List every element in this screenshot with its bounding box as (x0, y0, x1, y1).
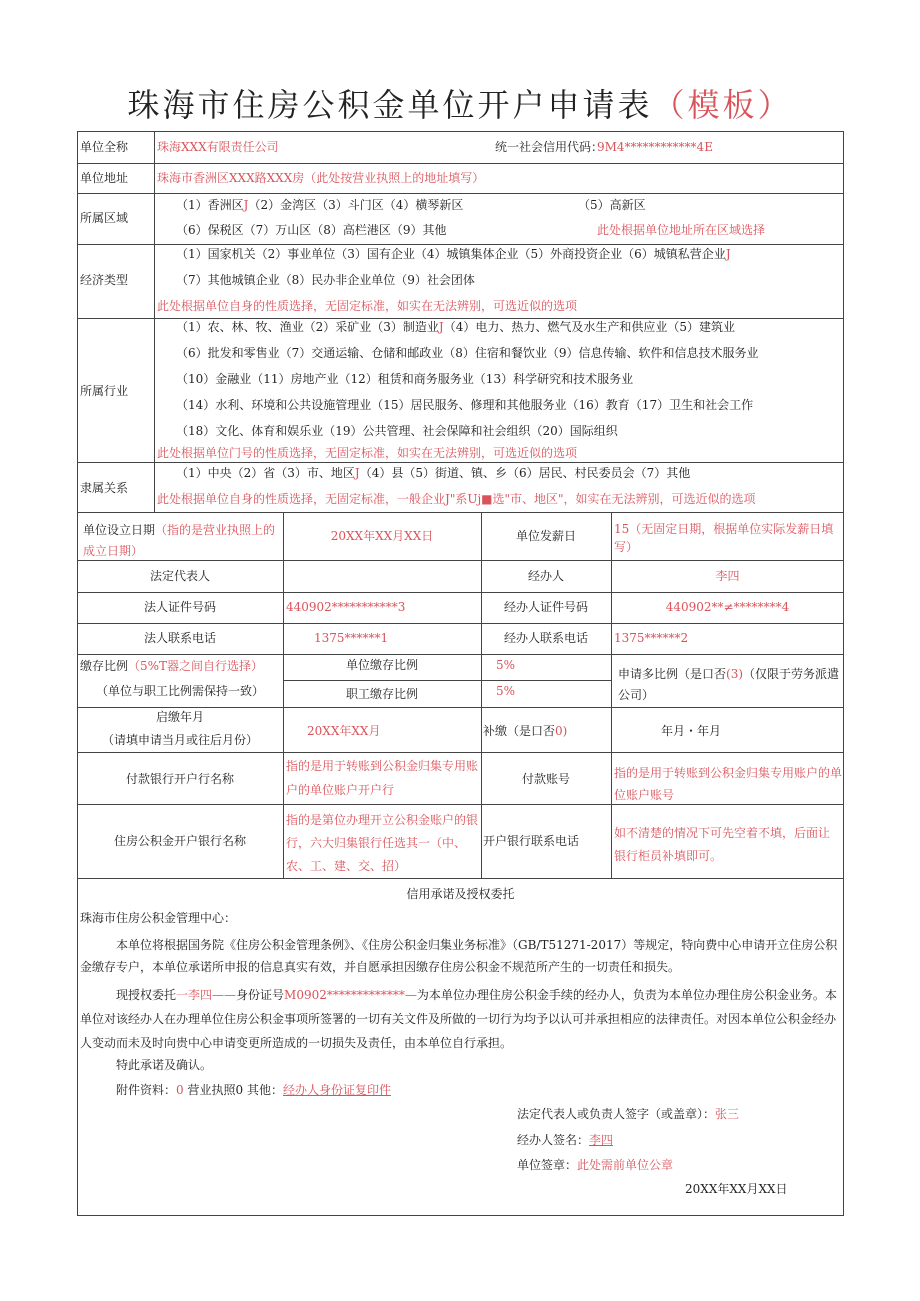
payday-label: 单位发薪日 (515, 529, 576, 543)
industry-options-5[interactable]: （18）文化、体育和娱乐业（19）公共管理、社会保障和社会组织（20）国际组织 (176, 424, 618, 438)
agent-label: 经办人 (527, 569, 564, 583)
agent-id-label: 经办人证件号码 (503, 600, 588, 614)
att-license: 营业执照 (187, 1083, 236, 1097)
fund-bank-value[interactable]: 指的是第位办理开立公积金账户的银行，六大归集银行任选其一（中、农、工、建、交、招） (286, 813, 479, 873)
industry-opt-1b: （4）电力、热力、燃气及水生产和供应业（5）建筑业 (443, 320, 735, 334)
econ-options-2[interactable]: （7）其他城镇企业（8）民办非企业单位（9）社会团体 (176, 273, 475, 287)
multi-ratio-cell[interactable] (618, 664, 840, 706)
back-pay-a: 补缴（是口否 (483, 724, 556, 738)
p2-agent-id: M0902*************— (284, 988, 417, 1002)
sign-agent-value[interactable]: 李四 (589, 1133, 614, 1147)
sign-unit-label: 单位签章： (517, 1158, 578, 1172)
affil-options-1[interactable] (176, 466, 690, 481)
ratio-cell (80, 659, 263, 674)
start-month-value[interactable]: 20XX年XX月 (307, 724, 381, 738)
sign-legal-rep (517, 1107, 739, 1122)
pay-account-label: 付款账号 (521, 772, 570, 786)
rule (481, 512, 482, 878)
industry-options-2[interactable]: （6）批发和零售业（7）交通运输、仓储和邮政业（8）住宿和餐饮业（9）信息传输、软件和信息技术服务业 (176, 346, 759, 360)
ratio-sub-note: （单位与职工比例需保持一致） (95, 684, 264, 698)
sign-unit (517, 1158, 673, 1173)
region-label: 所属区域 (80, 211, 129, 225)
industry-options-1[interactable] (176, 320, 735, 335)
p2-c: 为本单位办理住房公积金手续的经办人，负责为本单位办理住房公积金业务。本单位对该经办人在办理单位住房公积金事项所签署的一切有关文件及所做的一切行为均予以认可并承担相应的法律责任。对因本单位公积金经办人变动而未及时向贵中心申请变更所造成的一切损失及责任，由本单位自行承担。 (80, 988, 837, 1050)
affil-check-mark: J (354, 466, 360, 480)
bank-phone-label: 开户银行联系电话 (483, 834, 580, 848)
address-value[interactable]: 珠海市香洲区XXX路XXX房（此处按营业执照上的地址填写） (157, 171, 485, 185)
payday-value[interactable]: 15（无固定日期，根据单位实际发薪日填写） (614, 522, 834, 554)
econ-options-1[interactable] (176, 247, 731, 262)
rule (77, 623, 844, 624)
start-month-label: 启缴年月 (155, 710, 204, 724)
rule (77, 752, 844, 753)
staff-ratio-label: 职工缴存比例 (345, 687, 418, 701)
promise-paragraph-2 (80, 983, 842, 1055)
affil-label: 隶属关系 (80, 481, 129, 495)
agent-phone-value[interactable]: 1375******2 (614, 631, 689, 645)
industry-opt-1: （1）农、林、牧、渔业（2）采矿业（3）制造业 (176, 320, 439, 334)
region-opt-1b: （2）金湾区（3）斗门区（4）横琴新区 (248, 198, 464, 212)
rule (611, 512, 612, 878)
attachments-line (116, 1083, 391, 1098)
agent-id-value[interactable]: 440902**≠********4 (665, 600, 790, 614)
industry-label: 所属行业 (80, 384, 129, 398)
industry-note: 此处根据单位门号的性质选择，无固定标准，如实在无法辨别，可选近似的选项 (157, 446, 578, 460)
rule (77, 462, 844, 463)
rule (77, 318, 844, 319)
bank-phone-value[interactable]: 如不清楚的情况下可先空着不填，后面让银行柜员补填即可。 (614, 826, 831, 863)
start-month-note: （请填申请当月或往后月份） (101, 733, 258, 747)
industry-options-3[interactable]: （10）金融业（11）房地产业（12）租赁和商务服务业（13）科学研究和技术服务业 (176, 372, 634, 386)
legal-phone-label: 法人联系电话 (143, 631, 216, 645)
multi-ratio-a: 申请多比例（是口否 (618, 667, 727, 681)
rule (77, 654, 844, 655)
setup-date-label: 单位设立日期 (83, 523, 156, 537)
multi-ratio-b: （仅限于劳务派遣公司） (618, 667, 840, 702)
staff-ratio-value[interactable]: 5% (496, 684, 516, 698)
rule (77, 163, 844, 164)
back-pay-cell[interactable] (483, 724, 567, 739)
sign-legal-label: 法定代表人或负责人签字（或盖章）： (517, 1107, 716, 1121)
sign-legal-value[interactable]: 张三 (715, 1107, 740, 1121)
fund-bank-label: 住房公积金开户银行名称 (113, 834, 246, 848)
title-main: 珠海市住房公积金单位开户申请表 (127, 86, 653, 124)
rule (77, 707, 844, 708)
econ-opt-1: （1）国家机关（2）事业单位（3）国有企业（4）城镇集体企业（5）外商投资企业（6）城镇私营企业 (176, 247, 726, 261)
legal-phone-value[interactable]: 1375******1 (314, 631, 389, 645)
title-suffix: （模板） (652, 86, 793, 124)
affil-opt-1b: （4）县（5）街道、镇、乡（6）居民、村民委员会（7）其他 (359, 466, 691, 480)
rule (154, 131, 155, 512)
promise-to: 珠海市住房公积金管理中心： (80, 911, 237, 925)
unit-ratio-value[interactable]: 5% (496, 658, 516, 672)
credit-code-label: 统一社会信用代码： (495, 140, 604, 154)
region-options-1[interactable] (176, 198, 463, 213)
pay-bank-label: 付款银行开户行名称 (125, 772, 234, 786)
promise-paragraph-1: 本单位将根据国务院《住房公积金管理条例》、《住房公积金归集业务标准》（GB/T51271-2017）等规定，特向费中心申请开立住房公积金缴存专户，本单位承诺所申报的信息真实有效，并自愿承担因缴存住房公积金不规范所产生的一切责任和损失。 (80, 938, 838, 974)
name-label: 单位全称 (80, 140, 129, 154)
multi-ratio-mark: (3) (726, 667, 744, 681)
affil-note: 此处根据单位自身的性质选择，无固定标准，一般企业J"系Uj■选"市、地区"，如实在无法辨别，可选近似的选项 (157, 492, 756, 506)
setup-date-note: （指的是营业执照上的成立日期） (83, 523, 276, 558)
promise-heading: 信用承诺及授权委托 (406, 887, 515, 901)
back-pay-range[interactable]: 年月・年月 (660, 724, 721, 738)
legal-rep-label: 法定代表人 (149, 569, 210, 583)
econ-note: 此处根据单位自身的性质选择，无固定标准，如实在无法辨别，可选近似的选项 (157, 299, 578, 313)
legal-id-value[interactable]: 440902***********3 (286, 600, 406, 614)
agent-value[interactable]: 李四 (715, 569, 740, 583)
legal-id-label: 法人证件号码 (143, 600, 216, 614)
p2-agent-name: 一李四—— (176, 988, 237, 1002)
setup-date-value[interactable]: 20XX年XX月XX日 (330, 529, 434, 543)
att-label: 附件资料： (116, 1083, 177, 1097)
att-check-2[interactable]: 0 (235, 1083, 244, 1097)
att-other-value[interactable]: 经办人身份证复印件 (282, 1083, 391, 1097)
ratio-label: 缴存比例 (80, 659, 129, 673)
credit-code-value[interactable]: 9M4************4E (597, 140, 713, 154)
rule (283, 680, 611, 681)
region-note: 此处根据单位地址所在区域选择 (597, 223, 766, 237)
unit-ratio-label: 单位缴存比例 (345, 658, 418, 672)
address-label: 单位地址 (80, 171, 129, 185)
rule (77, 512, 844, 513)
p2-b: 身份证号 (236, 988, 285, 1002)
rule (77, 193, 844, 194)
industry-options-4[interactable]: （14）水利、环境和公共设施管理业（15）居民服务、修理和其他服务业（16）教育（17）卫生和社会工作 (176, 398, 754, 412)
region-option-5[interactable]: （5）高新区 (578, 198, 646, 212)
econ-label: 经济类型 (80, 273, 129, 287)
sign-unit-value[interactable]: 此处需前单位公章 (577, 1158, 674, 1172)
industry-check-mark: J (438, 320, 444, 334)
setup-date-cell (83, 520, 279, 562)
region-check-mark: J (243, 198, 249, 212)
rule (77, 592, 844, 593)
region-options-2[interactable]: （6）保税区（7）万山区（8）高栏港区（9）其他 (176, 223, 447, 237)
p2-a: 现授权委托 (116, 988, 177, 1002)
sign-agent (517, 1133, 613, 1148)
back-pay-mark: 0) (555, 724, 568, 738)
ratio-note: （5%T器之间自行选择） (128, 659, 264, 673)
promise-confirm: 特此承诺及确认。 (116, 1058, 213, 1072)
affil-opt-1: （1）中央（2）省（3）市、地区 (176, 466, 355, 480)
pay-account-value[interactable]: 指的是用于转账到公积金归集专用账户的单位账户账号 (614, 766, 843, 802)
att-other: 其他： (246, 1083, 283, 1097)
econ-check-mark: J (725, 247, 731, 261)
name-value[interactable]: 珠海XXX有限责任公司 (157, 140, 279, 154)
region-opt-1: （1）香洲区 (176, 198, 244, 212)
rule (77, 878, 844, 879)
sign-agent-label: 经办人签名： (517, 1133, 590, 1147)
page-title (0, 80, 920, 126)
sign-date[interactable]: 20XX年XX月XX日 (685, 1182, 788, 1196)
rule (77, 244, 844, 245)
pay-bank-value[interactable]: 指的是用于转账到公积金归集专用账户的单位账户开户行 (286, 759, 479, 797)
att-check-1[interactable]: 0 (176, 1083, 184, 1097)
agent-phone-label: 经办人联系电话 (503, 631, 588, 645)
